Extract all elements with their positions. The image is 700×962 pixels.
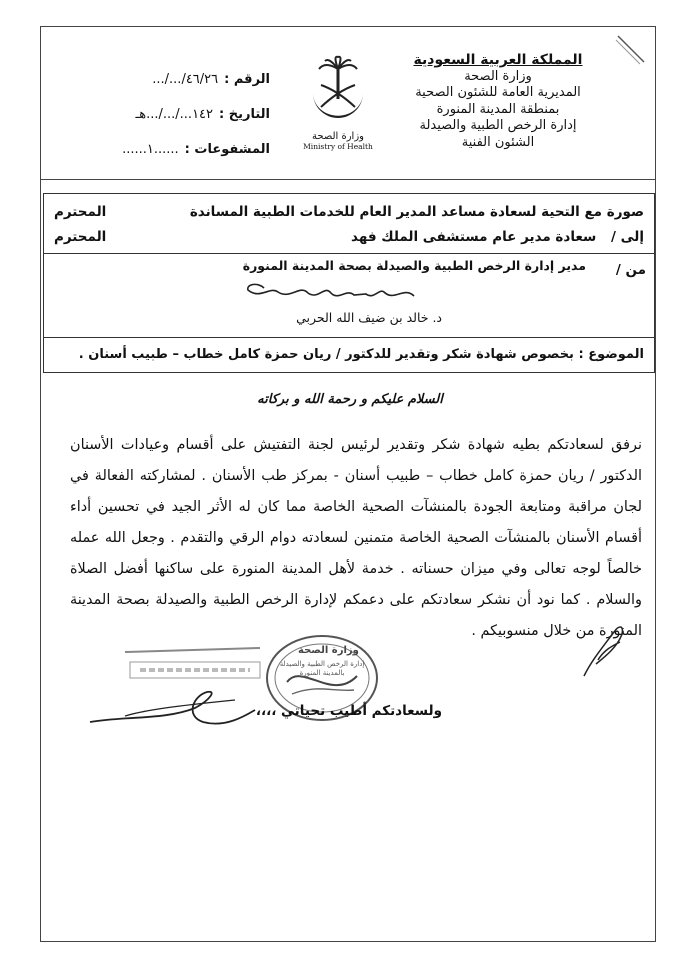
addressing-divider-1 — [44, 253, 654, 254]
initials-signature — [578, 620, 630, 682]
closing-line: ولسعادتكم أطيب تحياتي ،،،، — [255, 703, 442, 719]
reference-date-label: التاريخ : — [219, 107, 270, 122]
addressing-box — [43, 193, 655, 373]
letterhead-ministry: وزارة الصحة — [464, 68, 532, 84]
reference-number-row — [70, 62, 270, 97]
to-label: إلى / — [611, 229, 644, 245]
reference-attachments-label: المشفوعات : — [184, 142, 270, 157]
to-honorific: المحترم — [54, 229, 107, 245]
from-label: من / — [615, 262, 646, 278]
signer-name: د. خالد بن ضيف الله الحربي — [296, 310, 442, 325]
reference-number-value: ٤٦/٢٦/.../... — [152, 72, 219, 87]
logo-english: Ministry of Health — [303, 142, 373, 151]
to-row — [351, 229, 644, 245]
copy-line: صورة مع التحية لسعادة مساعد المدير العام للخدمات الطبية المساندة — [189, 204, 644, 220]
from-line: مدير إدارة الرخص الطبية والصيدلة بصحة المدينة المنورة — [242, 258, 586, 273]
letterhead-region: بمنطقة المدينة المنورة — [436, 101, 560, 117]
stamp-line2: إدارة الرخص الطبية والصيدلة بالمدينة المنورة — [279, 660, 365, 677]
addressing-divider-2 — [44, 337, 654, 338]
main-signature — [85, 686, 260, 736]
greeting: السلام عليكم و رحمة الله و بركاته — [257, 392, 443, 407]
stamp-line1: وزارة الصحة — [298, 645, 359, 656]
reference-attachments-row — [70, 132, 270, 167]
letterhead — [398, 52, 598, 151]
letterhead-kingdom: المملكة العربية السعودية — [413, 52, 583, 68]
letterhead-department: إدارة الرخص الطبية والصيدلة — [419, 118, 577, 133]
reference-block — [70, 62, 270, 167]
signer-signature — [234, 278, 424, 308]
subject-line: الموضوع : بخصوص شهادة شكر وتقدير للدكتور / ريان حمزة كامل خطاب – طبيب أسنان . — [78, 347, 644, 362]
reference-number-label: الرقم : — [224, 72, 270, 87]
faint-stamp-mark — [120, 640, 270, 690]
reference-date-value: ١٤٢.../.../...هـ — [135, 107, 214, 122]
palm-swords-icon — [303, 55, 373, 127]
reference-attachments-value: ......١...... — [122, 142, 179, 157]
letterhead-directorate: المديرية العامة للشئون الصحية — [415, 85, 581, 100]
body-paragraph: نرفق لسعادتكم بطيه شهادة شكر وتقدير لرئيس لجنة التفتيش على أقسام وعيادات الأسنان الدكتور / ريان حمزة كامل خطاب – طبيب أسنان - بمركز طب الأسنان . لمشاركته الفعالة في لجان مراقبة ومتابعة الجودة بالمنشآت الصحية الخاصة مما كان له الأثر الجيد في تحسين أداء أقسام الأسنان بالمنشآت الصحية الخاصة متمنين لسعادته دوام الرقي والتقدم . وجعل الله عمله خالصاً لوجه تعالى وفي ميزان حسناته . خدمة لأهل المدينة المنورة على ساكنها أفضل الصلاة والسلام . كما نود أن نشكر سعادتكم على دعمكم لإدارة الرخص الطبية والصيدلة بصحة المدينة المنورة من خلال منسوبيكم . — [70, 437, 642, 639]
letterhead-section: الشئون الفنية — [461, 134, 535, 150]
copy-honorific: المحترم — [54, 204, 107, 220]
logo-arabic: وزارة الصحة — [312, 131, 364, 142]
staple-mark — [612, 30, 652, 70]
ministry-logo — [298, 55, 378, 151]
header-divider — [41, 179, 655, 180]
to-line: سعادة مدير عام مستشفى الملك فهد — [351, 229, 597, 245]
reference-date-row — [70, 97, 270, 132]
